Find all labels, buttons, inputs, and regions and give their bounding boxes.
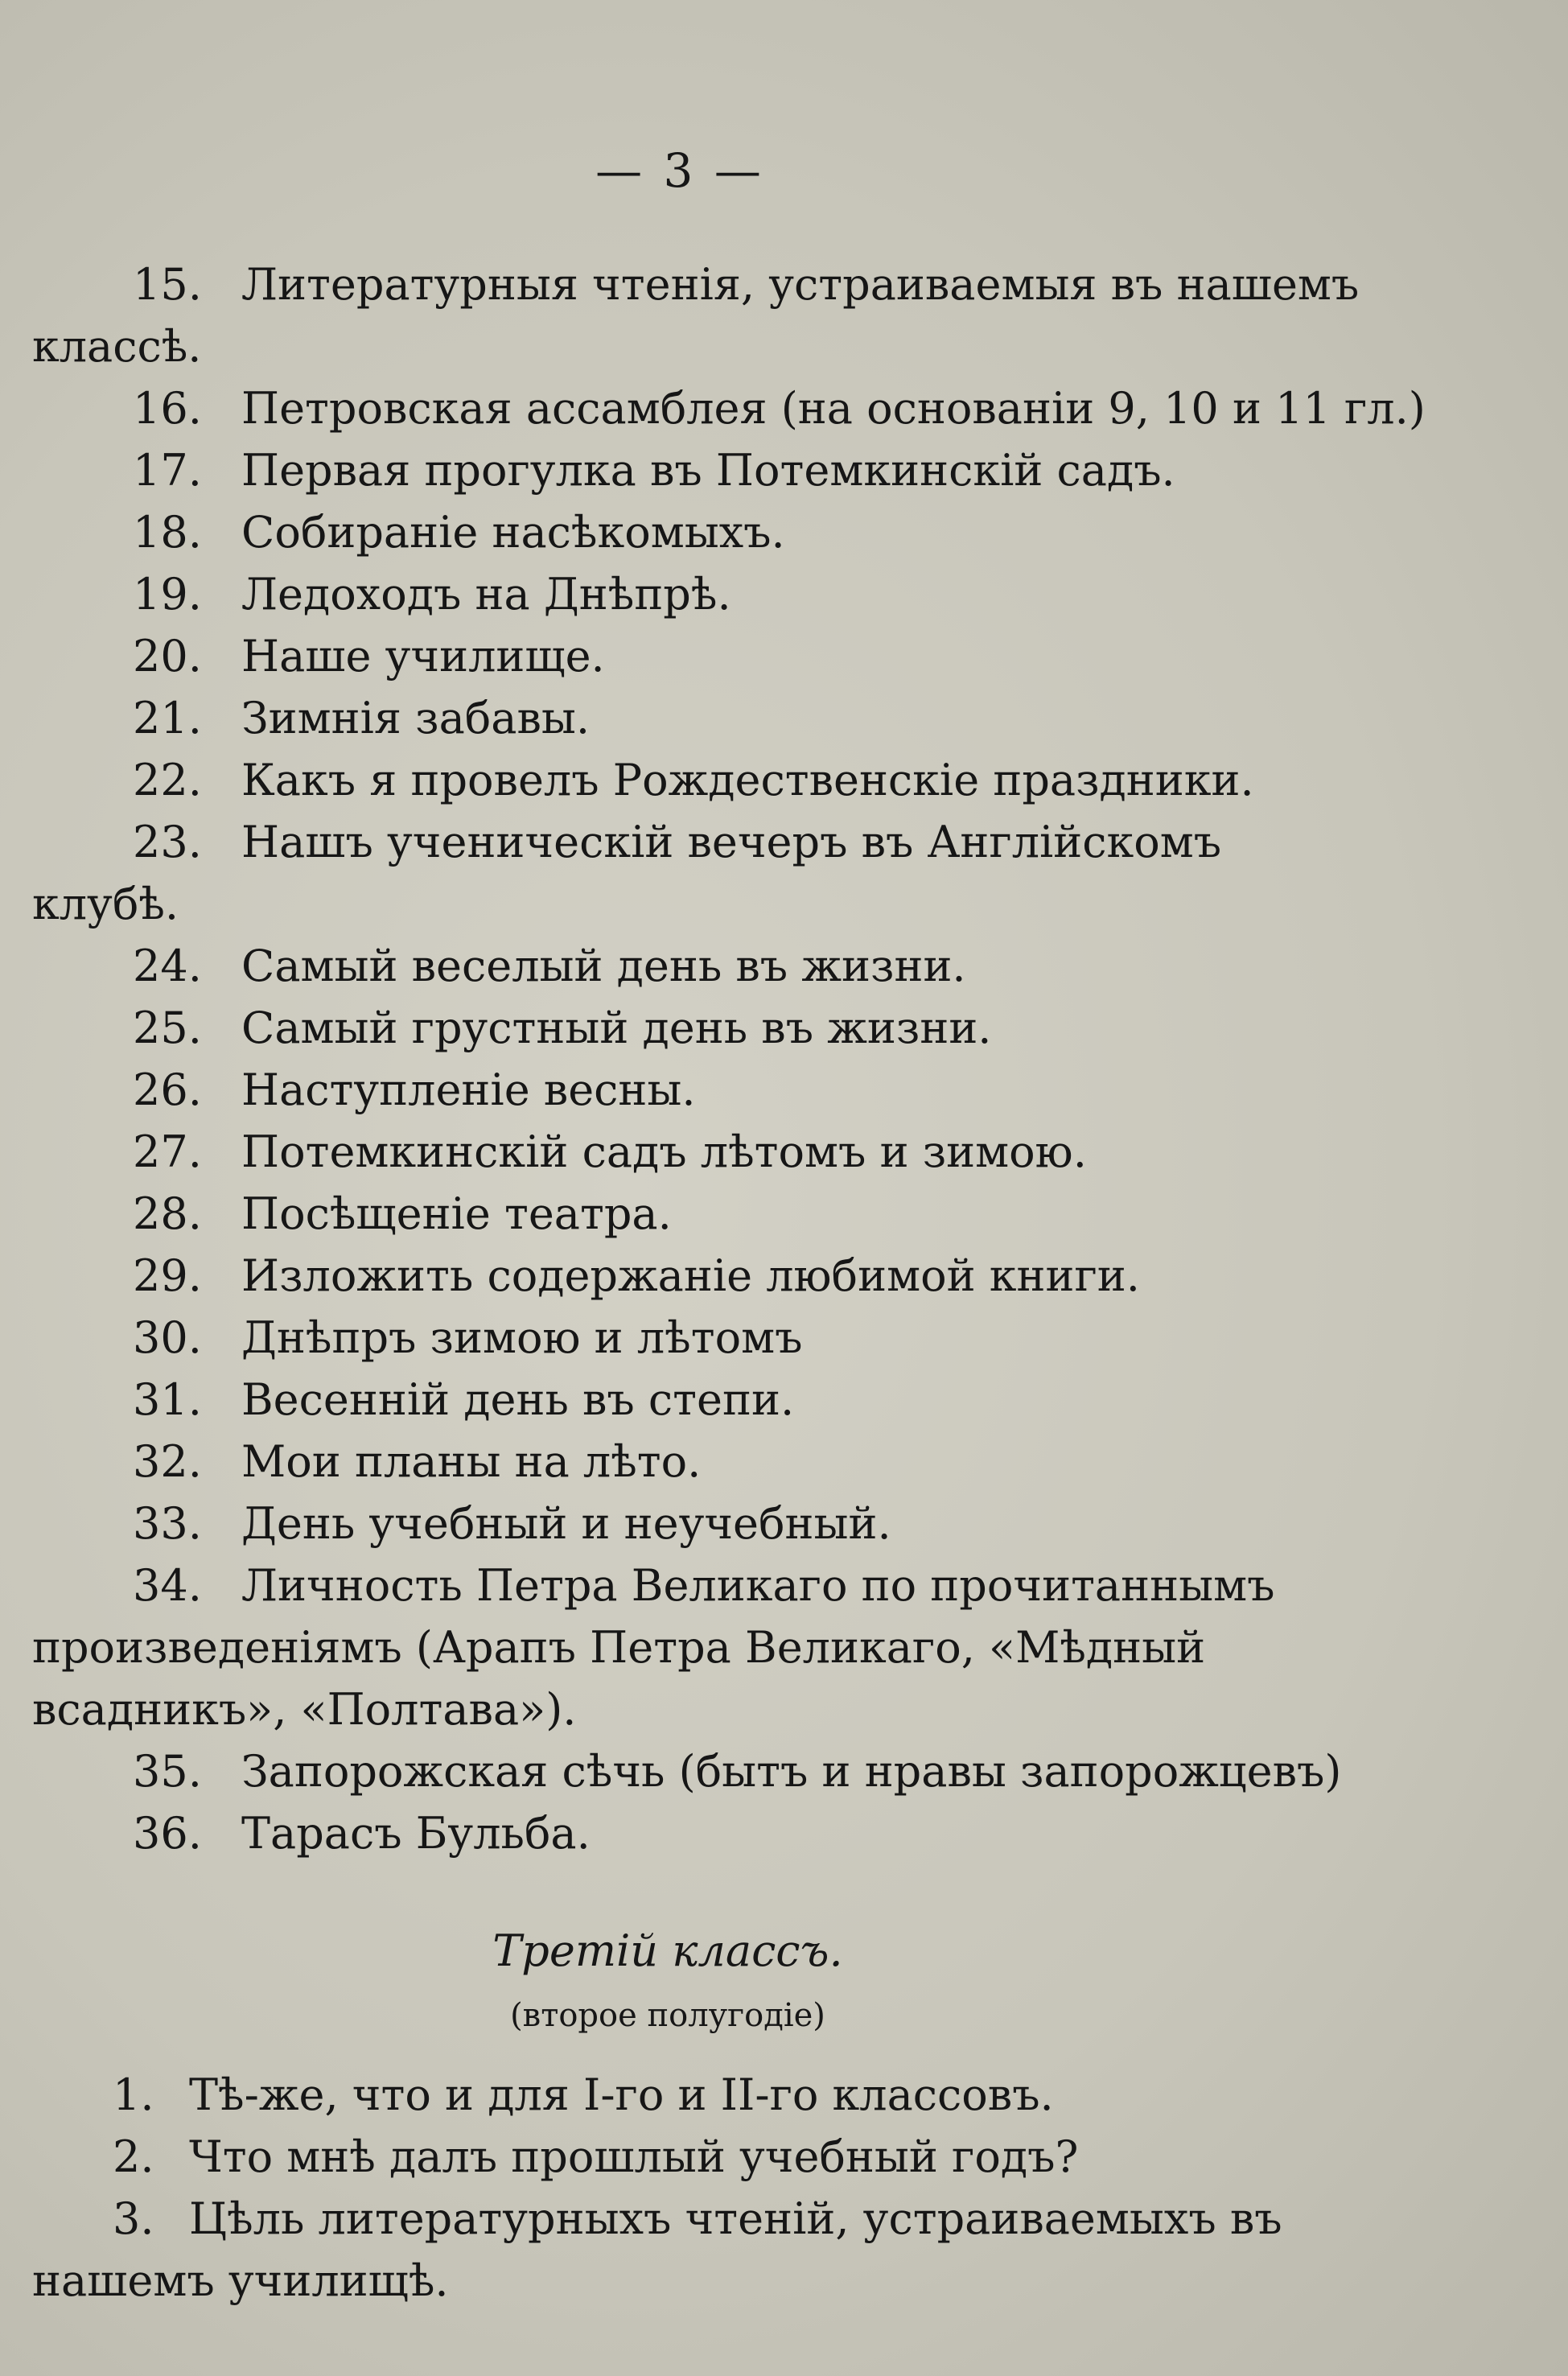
list-item-33: [32, 1493, 1303, 1554]
item-number: 26.: [133, 1064, 202, 1115]
section-subheading: (второе полугодіе): [510, 1997, 825, 2034]
spacer: [32, 2048, 1303, 2064]
item-text: Личность Петра Великаго по прочитаннымъ: [241, 1560, 1275, 1611]
list-item-28: [32, 1183, 1303, 1245]
list-item-20: [32, 625, 1303, 687]
list-item-17: [32, 439, 1303, 501]
item-number: 36.: [133, 1808, 202, 1859]
item-number: 20.: [133, 631, 202, 682]
item-continuation: нашемъ училищѣ.: [32, 2255, 449, 2306]
item-number: 2.: [113, 2131, 154, 2182]
item-text: Наступленіе весны.: [241, 1064, 696, 1115]
item-text: Днѣпръ зимою и лѣтомъ: [241, 1312, 803, 1363]
list-item-21: [32, 687, 1303, 749]
item-text: Самый веселый день въ жизни.: [241, 941, 966, 991]
item-text: Посѣщеніе театра.: [241, 1188, 672, 1239]
item-text: Тарасъ Бульба.: [241, 1808, 591, 1859]
item-number: 16.: [133, 383, 202, 434]
item-number: 19.: [133, 569, 202, 620]
page-number: — 3 —: [595, 143, 764, 198]
text-block: [32, 253, 1426, 2312]
item-text: Весенній день въ степи.: [241, 1374, 795, 1425]
item-number: 28.: [133, 1188, 202, 1239]
item-text: Зимнія забавы.: [241, 693, 591, 743]
item-number: 25.: [133, 1003, 202, 1053]
list-item-18: [32, 501, 1303, 563]
item-text: Самый грустный день въ жизни.: [241, 1003, 992, 1053]
item-number: 29.: [133, 1250, 202, 1301]
list-item-36: [32, 1802, 1303, 1864]
list-item-15: [32, 253, 1360, 315]
item-text: Ледоходъ на Днѣпрѣ.: [241, 569, 731, 620]
item-number: 31.: [133, 1374, 202, 1425]
item-text: День учебный и неучебный.: [241, 1498, 891, 1549]
list-item-b1: [32, 2064, 1303, 2126]
item-number: 34.: [133, 1560, 202, 1611]
item-number: 33.: [133, 1498, 202, 1549]
item-text: Тѣ-же, что и для І-го и ІІ-го классовъ.: [189, 2069, 1054, 2120]
item-number: 30.: [133, 1312, 202, 1363]
item-continuation: клубѣ.: [32, 879, 179, 929]
item-text: Какъ я провелъ Рождественскіе праздники.: [241, 755, 1254, 805]
item-text: Потемкинскій садъ лѣтомъ и зимою.: [241, 1126, 1087, 1177]
item-text: Цѣль литературныхъ чтеній, устраиваемыхъ въ: [189, 2193, 1282, 2244]
item-text: Что мнѣ далъ прошлый учебный годъ?: [189, 2131, 1079, 2182]
item-text: Литературныя чтенія, устраиваемыя въ нашемъ: [241, 259, 1360, 310]
list-item-34: [32, 1554, 1303, 1616]
list-item-27: [32, 1121, 1303, 1183]
item-text: Запорожская сѣчь (бытъ и нравы запорожцевъ): [241, 1746, 1342, 1797]
list-item-23: [32, 811, 1303, 873]
item-number: 3.: [113, 2193, 154, 2244]
item-continuation: произведеніямъ (Арапъ Петра Великаго, «Мѣдный: [32, 1622, 1206, 1673]
item-number: 22.: [133, 755, 202, 805]
item-number: 18.: [133, 507, 202, 558]
item-text: Мои планы на лѣто.: [241, 1436, 702, 1487]
item-text: Петровская ассамблея (на основаніи 9, 10 и 11 гл.): [241, 383, 1426, 434]
item-text: Изложить содержаніе любимой книги.: [241, 1250, 1140, 1301]
list-item-19: [32, 563, 1303, 625]
item-number: 24.: [133, 941, 202, 991]
list-item-26: [32, 1059, 1303, 1121]
list-item-24: [32, 935, 1303, 997]
item-number: 35.: [133, 1746, 202, 1797]
item-number: 17.: [133, 445, 202, 496]
list-item-25: [32, 997, 1303, 1059]
list-item-b3: [32, 2188, 1303, 2250]
list-item-31: [32, 1369, 1303, 1431]
list-item-32: [32, 1431, 1303, 1493]
list-item-b2: [32, 2126, 1303, 2188]
item-continuation: классѣ.: [32, 321, 202, 372]
list-item-29: [32, 1245, 1303, 1307]
item-text: Первая прогулка въ Потемкинскій садъ.: [241, 445, 1175, 496]
list-item-22: [32, 749, 1303, 811]
item-text: Наше училище.: [241, 631, 605, 682]
item-number: 1.: [113, 2069, 154, 2120]
list-item-16: [32, 377, 1426, 439]
item-number: 15.: [133, 259, 202, 310]
item-number: 32.: [133, 1436, 202, 1487]
item-continuation: всадникъ», «Полтава»).: [32, 1684, 577, 1735]
list-item-35: [32, 1740, 1342, 1802]
item-number: 23.: [133, 817, 202, 867]
section-heading: Третій классъ.: [492, 1925, 843, 1976]
item-text: Нашъ ученическій вечеръ въ Англійскомъ: [241, 817, 1222, 867]
item-number: 27.: [133, 1126, 202, 1177]
item-number: 21.: [133, 693, 202, 743]
item-text: Собираніе насѣкомыхъ.: [241, 507, 785, 558]
list-item-30: [32, 1307, 1303, 1369]
